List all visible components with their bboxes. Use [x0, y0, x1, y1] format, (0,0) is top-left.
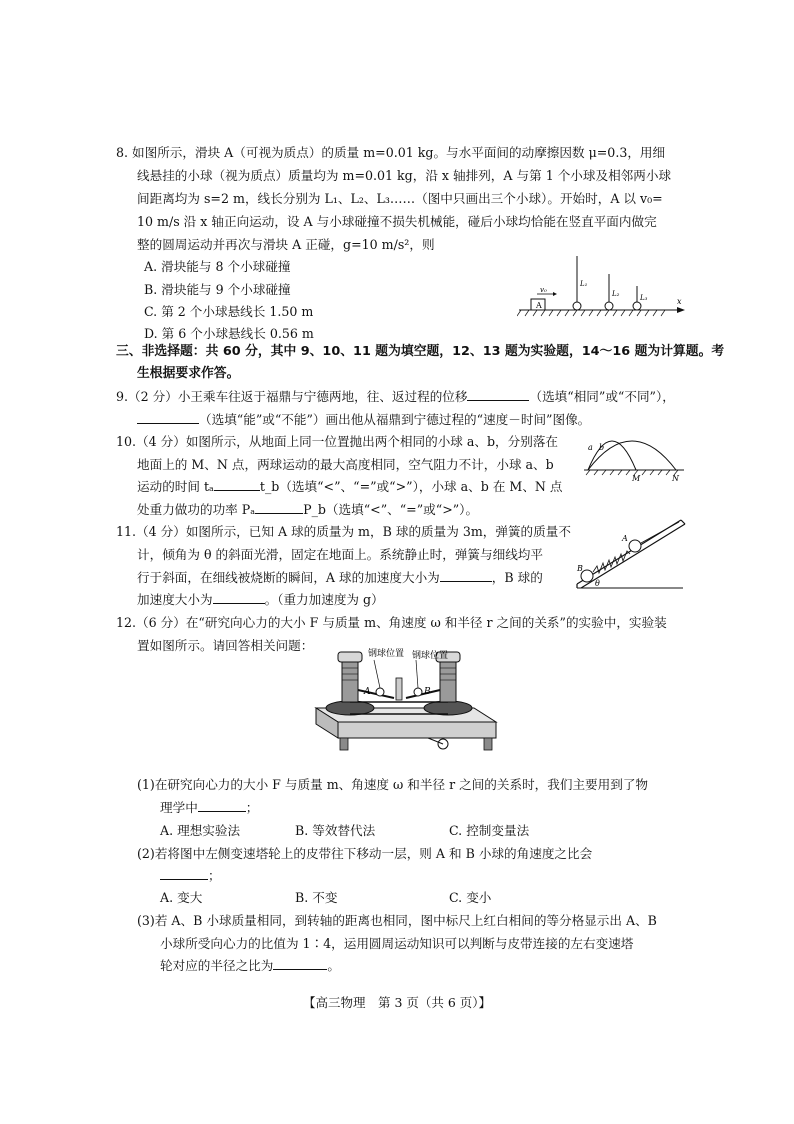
- q8-figure: [517, 252, 687, 318]
- q12-sub2-line-1: (2)若将图中左侧变速塔轮上的皮带往下移动一层，则 A 和 B 小球的角速度之比会: [137, 846, 593, 861]
- q12-ball-position-label-left: 钢球位置: [368, 649, 405, 659]
- q12-sub2-option-a: A. 变大: [160, 890, 203, 905]
- q10-line-3: [137, 477, 563, 497]
- q10-figure: [582, 426, 686, 484]
- q12-apparatus-figure: [298, 642, 498, 754]
- q8-x-label: x: [677, 297, 682, 306]
- q12-blank-1[interactable]: [198, 798, 246, 812]
- q12-blank-2[interactable]: [160, 866, 208, 880]
- q11-figure: [575, 518, 687, 590]
- section3-heading-line-2: 生根据要求作答。: [137, 366, 240, 381]
- q12-sub1-line-2: [160, 798, 258, 818]
- q11-text-3b: ，B 球的: [491, 570, 543, 585]
- q12-sub1-option-a: A. 理想实验法: [160, 823, 241, 838]
- q10-line-4: [137, 500, 478, 520]
- q12-blank-3[interactable]: [273, 956, 327, 970]
- q10-text-4a: 处重力做功的功率 Pₐ: [137, 502, 256, 517]
- q10-text-4b: P_b（选填“<”、“=”或“>”）。: [303, 502, 479, 517]
- q12-ball-position-label-right: 钢球位置: [412, 651, 449, 661]
- q12-sub2-option-b: B. 不变: [295, 890, 338, 905]
- q9-line-1: [116, 387, 675, 407]
- q8-ball-3: [633, 302, 641, 310]
- q10-label-n: N: [672, 474, 679, 483]
- q8-L1-label: L₁: [580, 280, 588, 288]
- q10-label-a: a: [588, 443, 593, 452]
- q8-line-4: 10 m/s 沿 x 轴正向运动，设 A 与小球碰撞不损失机械能，碰后小球均恰能在竖直平面内做完: [137, 214, 657, 229]
- q8-line-3: 间距离均为 s=2 m，线长分别为 L₁、L₂、L₃……（图中只画出三个小球）。开始时，A 以 v₀=: [137, 191, 663, 206]
- q12-sub1-line-1: (1)在研究向心力的大小 F 与质量 m、角速度 ω 和半径 r 之间的关系时，我们主要用到了物: [137, 777, 649, 792]
- q9-blank-1[interactable]: [467, 387, 529, 401]
- q12-sub1-text-a: 理学中: [160, 800, 198, 815]
- q9-text-1b: （选填“相同”或“不同”），: [529, 389, 675, 404]
- q11-blank-2[interactable]: [213, 590, 265, 604]
- q12-sub1-option-b: B. 等效替代法: [295, 823, 376, 838]
- q12-sub3-text-b: 。: [327, 958, 340, 973]
- q8-block-label: A: [536, 301, 542, 310]
- q12-sub3-text-a: 轮对应的半径之比为: [160, 958, 274, 973]
- q8-option-b: B. 滑块能与 9 个小球碰撞: [144, 282, 291, 297]
- q8-v0-label: v₀: [540, 286, 547, 294]
- q12-sub2-text-b: ；: [208, 868, 221, 883]
- q11-line-2: 计，倾角为 θ 的斜面光滑，固定在地面上。系统静止时，弹簧与细线均平: [137, 547, 543, 562]
- q10-text-3a: 运动的时间 tₐ: [137, 479, 214, 494]
- q12-line-2: 置如图所示。请回答相关问题：: [137, 638, 314, 653]
- q11-text-4b: 。（重力加速度为 g）: [264, 592, 384, 607]
- q11-blank-1[interactable]: [440, 568, 492, 582]
- q9-text-1a: 9.（2 分）小王乘车往返于福鼎与宁德两地，往、返过程的位移: [116, 389, 468, 404]
- q12-sub1-text-b: ；: [245, 800, 259, 815]
- q12-sub3-line-2: 小球所受向心力的比值为 1∶4，运用圆周运动知识可以判断与皮带连接的左右变速塔: [160, 936, 634, 951]
- q10-line-2: 地面上的 M、N 点，两球运动的最大高度相同，空气阻力不计，小球 a、b: [137, 457, 554, 472]
- q10-label-b: b: [599, 443, 605, 452]
- q11-line-3: [137, 568, 543, 588]
- q11-line-1: 11.（4 分）如图所示，已知 A 球的质量为 m，B 球的质量为 3m，弹簧的质量不: [116, 524, 571, 539]
- q12-sub3-line-3: [160, 956, 340, 976]
- q11-label-a: A: [622, 534, 628, 543]
- q9-text-2b: （选填“能”或“不能”）画出他从福鼎到宁德过程的“速度－时间”图像。: [199, 412, 591, 427]
- q10-text-3b: t_b（选填“<”、“=”或“>”），小球 a、b 在 M、N 点: [259, 479, 563, 494]
- q11-text-3a: 行于斜面，在细线被烧断的瞬间，A 球的加速度大小为: [137, 570, 440, 585]
- q11-label-b: B: [577, 564, 583, 573]
- q8-option-c: C. 第 2 个小球悬线长 1.50 m: [144, 304, 314, 319]
- q12-sub3-line-1: (3)若 A、B 小球质量相同，到转轴的距离也相同，图中标尺上红白相间的等分格显示出 A、B: [137, 913, 657, 928]
- section3-heading-line-1: 三、非选择题：共 60 分，其中 9、10、11 题为填空题，12、13 题为实验题，14～16 题为计算题。考: [116, 344, 725, 359]
- q8-option-d: D. 第 6 个小球悬线长 0.56 m: [144, 326, 314, 341]
- q12-label-a: A: [364, 687, 371, 697]
- q10-label-m: M: [632, 474, 641, 483]
- q10-trajectory-a: [588, 441, 636, 470]
- q8-ball-2: [605, 302, 613, 310]
- q10-blank-1[interactable]: [214, 477, 260, 491]
- q8-ball-1: [573, 302, 581, 310]
- q12-label-b: B: [424, 687, 431, 697]
- q12-sub2-option-c: C. 变小: [449, 890, 492, 905]
- q8-line-5: 整的圆周运动并再次与滑块 A 正碰，g=10 m/s²，则: [137, 237, 435, 252]
- q9-line-2: [137, 410, 590, 430]
- q8-L2-label: L₂: [612, 290, 620, 298]
- q8-option-a: A. 滑块能与 8 个小球碰撞: [144, 259, 291, 274]
- q10-line-1: 10.（4 分）如图所示，从地面上同一位置抛出两个相同的小球 a、b，分别落在: [116, 434, 559, 449]
- q9-blank-2[interactable]: [137, 410, 199, 424]
- q11-label-theta: θ: [595, 579, 600, 588]
- q8-L3-label: L₃: [640, 294, 648, 302]
- q8-line-2: 线悬挂的小球（视为质点）质量均为 m=0.01 kg，沿 x 轴排列，A 与第 1 个小球及相邻两小球: [137, 168, 672, 183]
- q12-line-1: 12.（6 分）在“研究向心力的大小 F 与质量 m、角速度 ω 和半径 r 之间的关系”的实验中，实验装: [116, 615, 667, 630]
- q11-text-4a: 加速度大小为: [137, 592, 213, 607]
- q12-sub2-line-2: [160, 866, 221, 886]
- q11-ball-a: [629, 540, 641, 552]
- q11-line-4: [137, 590, 384, 610]
- q10-blank-2[interactable]: [255, 500, 303, 514]
- q12-sub1-option-c: C. 控制变量法: [449, 823, 530, 838]
- q8-line-1: 8. 如图所示，滑块 A（可视为质点）的质量 m=0.01 kg。与水平面间的动摩擦因数 μ=0.3，用细: [116, 145, 666, 160]
- page-footer: 【高三物理 第 3 页（共 6 页）】: [302, 995, 492, 1010]
